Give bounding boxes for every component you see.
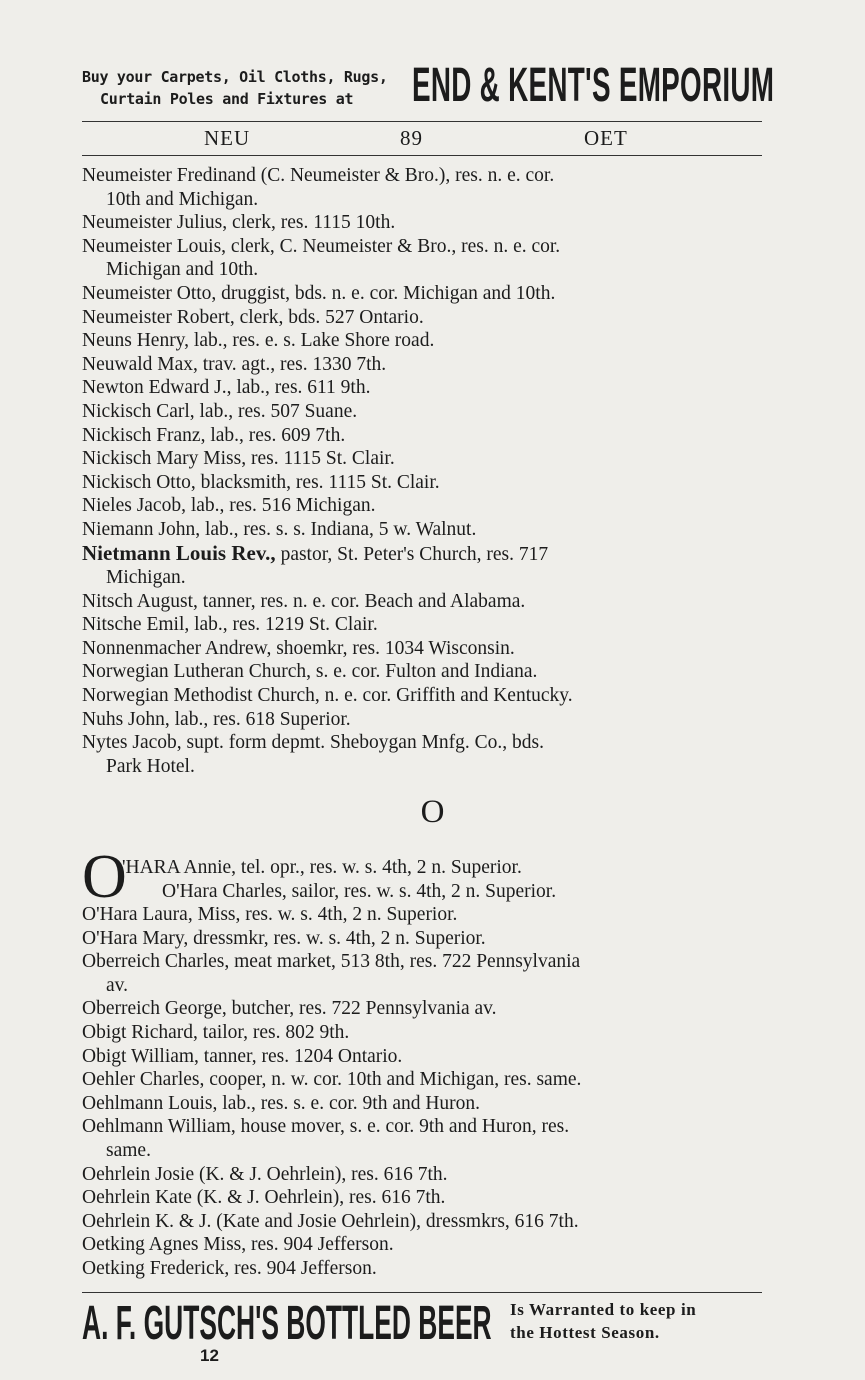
header-ad-store-name: END & KENT'S EMPORIUM	[412, 59, 775, 112]
entry-line: Nickisch Franz, lab., res. 609 7th.	[82, 424, 346, 446]
entry-line: Nickisch Mary Miss, res. 1115 St. Clair.	[82, 448, 395, 470]
entry-line: Neuns Henry, lab., res. e. s. Lake Shore road.	[82, 330, 435, 352]
list-item	[82, 376, 766, 400]
list-item	[82, 447, 766, 471]
list-item	[82, 903, 766, 927]
page-number: 12	[200, 1346, 219, 1365]
entry-line: Nitsche Emil, lab., res. 1219 St. Clair.	[82, 614, 378, 636]
list-item	[82, 282, 766, 306]
list-item	[82, 637, 766, 661]
entry-line: Neumeister Louis, clerk, C. Neumeister & Bro., res. n. e. cor.	[82, 235, 561, 257]
entry-continuation: av.	[106, 974, 129, 996]
list-item	[82, 1210, 766, 1234]
list-item	[82, 353, 766, 377]
footer-ad-line1: Is Warranted to keep in	[510, 1300, 697, 1319]
list-item	[82, 518, 766, 542]
entry-line: Oetking Agnes Miss, res. 904 Jefferson.	[82, 1234, 394, 1256]
entry-line: Oehrlein Josie (K. & J. Oehrlein), res. 616 7th.	[82, 1163, 448, 1185]
page-number-top: 89	[400, 126, 423, 150]
entry-line: Norwegian Lutheran Church, s. e. cor. Fulton and Indiana.	[82, 661, 538, 683]
list-item	[82, 1257, 766, 1281]
list-item	[82, 997, 766, 1021]
o-opening-entries	[82, 856, 766, 903]
list-item	[82, 211, 766, 235]
entry-line: Nieles Jacob, lab., res. 516 Michigan.	[82, 495, 376, 517]
list-item	[82, 164, 766, 211]
footer-ad-line2: the Hottest Season.	[510, 1323, 660, 1342]
n-entries	[82, 164, 766, 542]
entry-line: Oehler Charles, cooper, n. w. cor. 10th and Michigan, res. same.	[82, 1069, 582, 1091]
list-item	[82, 1163, 766, 1187]
footer-rule	[82, 1292, 762, 1293]
entry-line: Obigt William, tanner, res. 1204 Ontario.	[82, 1045, 403, 1067]
entry-line: Nuhs John, lab., res. 618 Superior.	[82, 708, 351, 730]
entry-line: Neumeister Robert, clerk, bds. 527 Ontario.	[82, 306, 424, 328]
entry-line: Nitsch August, tanner, res. n. e. cor. Beach and Alabama.	[82, 590, 526, 612]
entry-line: Oberreich George, butcher, res. 722 Pennsylvania av.	[82, 998, 497, 1020]
header-advertisement	[82, 58, 775, 116]
list-item	[82, 1045, 766, 1069]
list-item	[82, 542, 766, 590]
list-item	[82, 708, 766, 732]
entry-continuation: 10th and Michigan.	[106, 188, 259, 210]
list-item	[82, 1021, 766, 1045]
entry-line: Oetking Frederick, res. 904 Jefferson.	[82, 1257, 377, 1279]
list-item	[82, 927, 766, 951]
list-item	[82, 1186, 766, 1210]
running-head-left: NEU	[204, 126, 251, 150]
header-ad-tagline	[82, 66, 388, 110]
list-item	[82, 731, 766, 778]
entry-continuation: Park Hotel.	[106, 755, 195, 777]
list-item	[82, 494, 766, 518]
list-item	[82, 235, 766, 282]
footer-ad-brand: A. F. GUTSCH'S BOTTLED BEER	[82, 1297, 492, 1350]
section-letter-heading: O	[420, 794, 445, 830]
list-item	[82, 400, 766, 424]
list-item	[82, 660, 766, 684]
entry-line: Nickisch Carl, lab., res. 507 Suane.	[82, 400, 358, 422]
entry-line: O'Hara Laura, Miss, res. w. s. 4th, 2 n. Superior.	[82, 904, 458, 925]
nietmann-continuation: Michigan.	[106, 567, 186, 589]
running-head-right: OET	[584, 126, 628, 150]
entry-continuation: Michigan and 10th.	[106, 259, 259, 281]
list-item	[82, 1068, 766, 1092]
running-head-rule	[82, 155, 762, 156]
entry-line: Oehlmann Louis, lab., res. s. e. cor. 9th and Huron.	[82, 1092, 481, 1114]
list-item	[82, 471, 766, 495]
running-head	[82, 124, 762, 154]
entry-line: Newton Edward J., lab., res. 611 9th.	[82, 377, 371, 399]
entry-line: Nonnenmacher Andrew, shoemkr, res. 1034 Wisconsin.	[82, 637, 515, 659]
list-item: O'Hara Charles, sailor, res. w. s. 4th, 2 n. Superior.	[162, 880, 557, 902]
entry-line: Oberreich Charles, meat market, 513 8th, res. 722 Pennsylvania	[82, 951, 581, 973]
nietmann-details: pastor, St. Peter's Church, res. 717	[275, 543, 549, 565]
header-ad-line2: Curtain Poles and Fixtures at	[100, 90, 354, 108]
list-item	[82, 684, 766, 708]
footer-ad-slogan	[510, 1298, 696, 1344]
n-entries-continued	[82, 590, 766, 779]
n-listing	[82, 164, 766, 778]
list-item	[82, 306, 766, 330]
footer-advertisement	[82, 1296, 772, 1354]
list-item	[82, 424, 766, 448]
entry-line: Nickisch Otto, blacksmith, res. 1115 St. Clair.	[82, 471, 440, 493]
list-item	[82, 613, 766, 637]
entry-line: Neumeister Otto, druggist, bds. n. e. cor. Michigan and 10th.	[82, 282, 556, 304]
entry-continuation: same.	[106, 1139, 151, 1161]
list-item	[82, 1233, 766, 1257]
entry-line: Oehrlein Kate (K. & J. Oehrlein), res. 616 7th.	[82, 1187, 446, 1209]
list-item	[82, 590, 766, 614]
nietmann-name: Nietmann Louis Rev.,	[82, 540, 276, 565]
header-ad-line1: Buy your Carpets, Oil Cloths, Rugs,	[82, 68, 388, 86]
list-item	[82, 1115, 766, 1162]
entry-line: Neumeister Fredinand (C. Neumeister & Bro.), res. n. e. cor.	[82, 165, 555, 186]
header-rule	[82, 121, 762, 122]
entry-line: Obigt Richard, tailor, res. 802 9th.	[82, 1021, 350, 1043]
drop-cap: O	[82, 843, 127, 911]
entry-line: Neumeister Julius, clerk, res. 1115 10th.	[82, 212, 396, 234]
entry-line: Niemann John, lab., res. s. s. Indiana, 5 w. Walnut.	[82, 518, 477, 540]
o-listing	[82, 903, 766, 1281]
entry-line: O'Hara Mary, dressmkr, res. w. s. 4th, 2 n. Superior.	[82, 927, 486, 949]
entry-line: Oehlmann William, house mover, s. e. cor. 9th and Huron, res.	[82, 1116, 570, 1138]
list-item: 'HARA Annie, tel. opr., res. w. s. 4th, 2 n. Superior.	[122, 857, 522, 878]
list-item	[82, 950, 766, 997]
list-item	[82, 1092, 766, 1116]
entry-line: Norwegian Methodist Church, n. e. cor. Griffith and Kentucky.	[82, 685, 573, 707]
list-item	[82, 329, 766, 353]
entry-line: Nytes Jacob, supt. form depmt. Sheboygan Mnfg. Co., bds.	[82, 732, 545, 754]
entry-line: Oehrlein K. & J. (Kate and Josie Oehrlein), dressmkrs, 616 7th.	[82, 1210, 579, 1232]
entry-line: Neuwald Max, trav. agt., res. 1330 7th.	[82, 353, 387, 375]
